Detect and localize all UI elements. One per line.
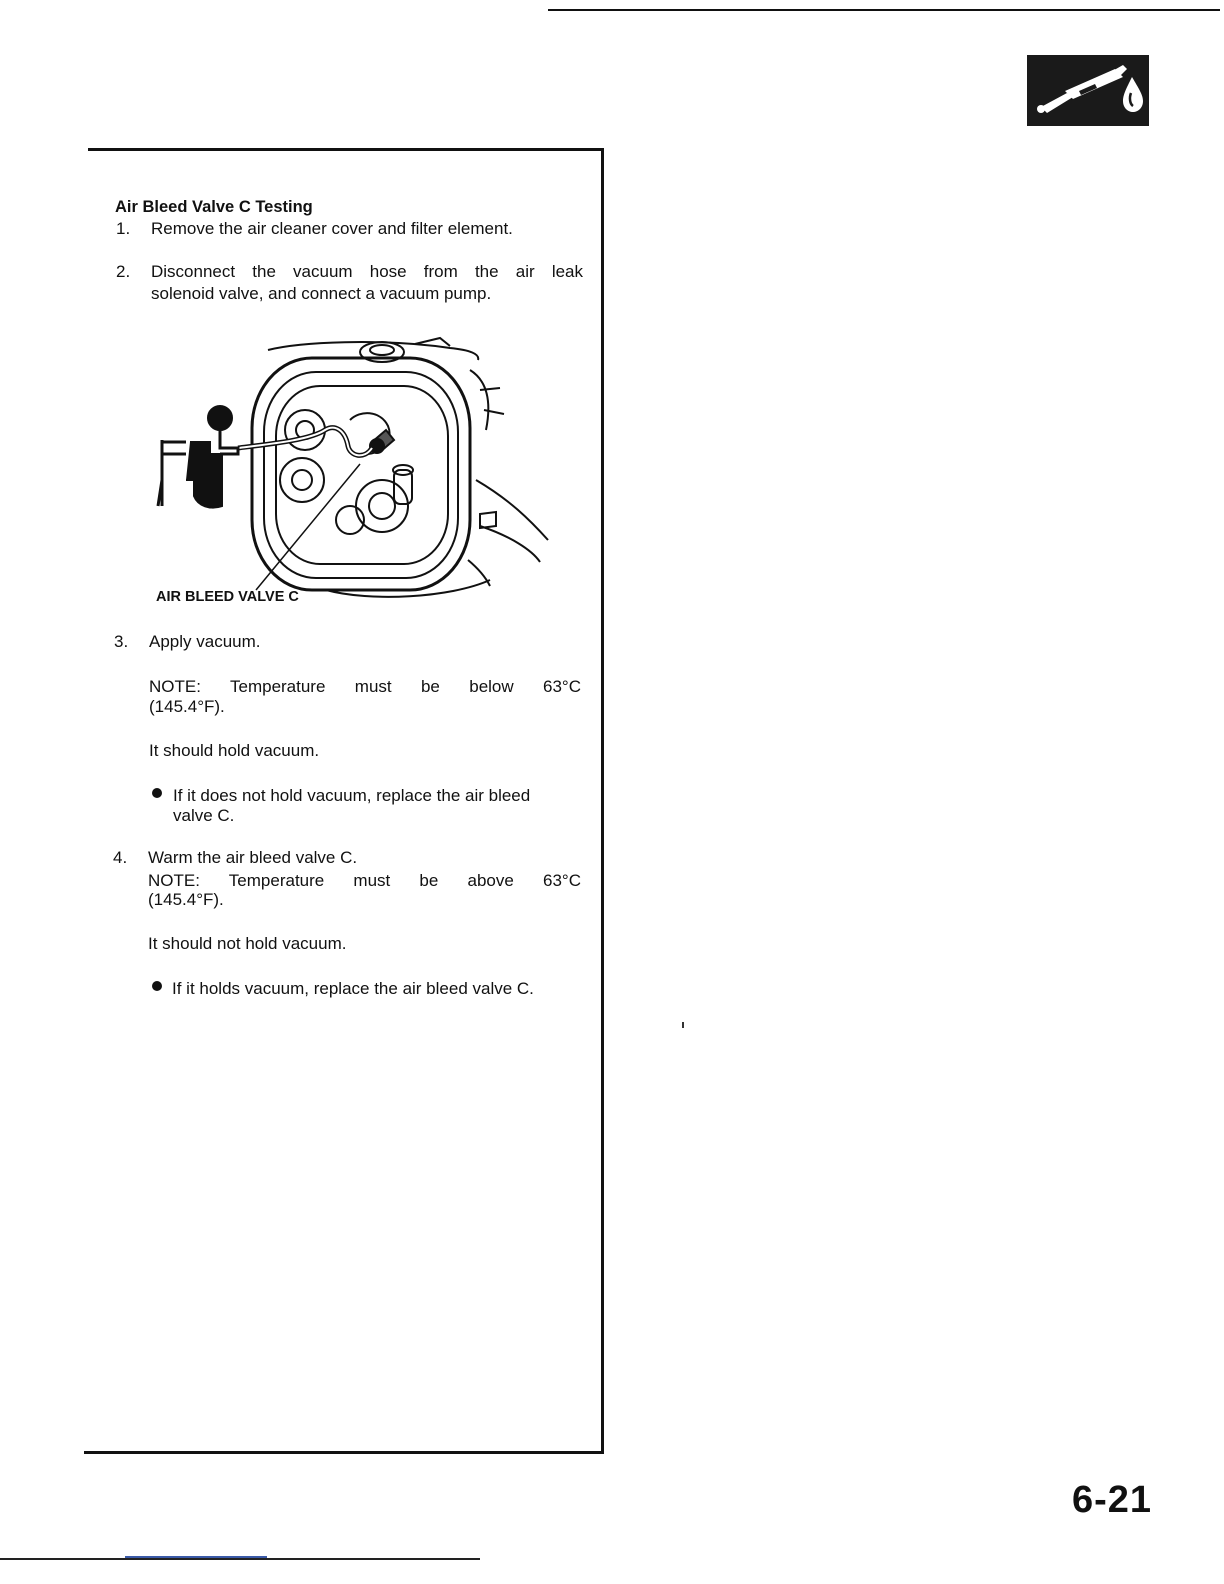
- engine-illustration: [150, 330, 550, 610]
- panel-top-border: [88, 148, 604, 151]
- note-text: (145.4°F).: [149, 697, 225, 716]
- panel-right-border: [601, 148, 604, 1454]
- panel-bottom-border: [84, 1451, 604, 1454]
- step-text: Disconnect the vacuum hose from the air leak: [151, 262, 583, 281]
- note-text: NOTE: Temperature must be above 63°C: [148, 871, 581, 890]
- step-text: Remove the air cleaner cover and filter element.: [151, 219, 513, 238]
- step-number: 4.: [113, 848, 128, 867]
- step-number: 2.: [116, 262, 131, 281]
- figure-callout-label: AIR BLEED VALVE C: [156, 589, 299, 605]
- result-text: It should hold vacuum.: [149, 741, 320, 760]
- bullet-text: If it holds vacuum, replace the air bleed valve C.: [172, 979, 534, 998]
- scan-speck: [682, 1022, 684, 1028]
- step-text: Apply vacuum.: [149, 632, 261, 651]
- section-heading: Air Bleed Valve C Testing: [115, 198, 313, 216]
- bullet-text: valve C.: [173, 806, 235, 825]
- step-text: Warm the air bleed valve C.: [148, 848, 358, 867]
- step-text: solenoid valve, and connect a vacuum pump.: [151, 284, 492, 303]
- step-number: 1.: [116, 219, 131, 238]
- bullet-text: If it does not hold vacuum, replace the air bleed: [173, 786, 531, 805]
- step-number: 3.: [114, 632, 129, 651]
- note-text: NOTE: Temperature must be below 63°C: [149, 677, 581, 696]
- page-number: 6-21: [1072, 1479, 1153, 1521]
- fuel-nozzle-icon: [1027, 55, 1149, 126]
- top-rule: [548, 9, 1220, 11]
- bottom-rule: [0, 1558, 480, 1560]
- result-text: It should not hold vacuum.: [148, 934, 347, 953]
- note-text: (145.4°F).: [148, 890, 224, 909]
- bullet-dot: [152, 788, 162, 798]
- bullet-dot: [152, 981, 162, 991]
